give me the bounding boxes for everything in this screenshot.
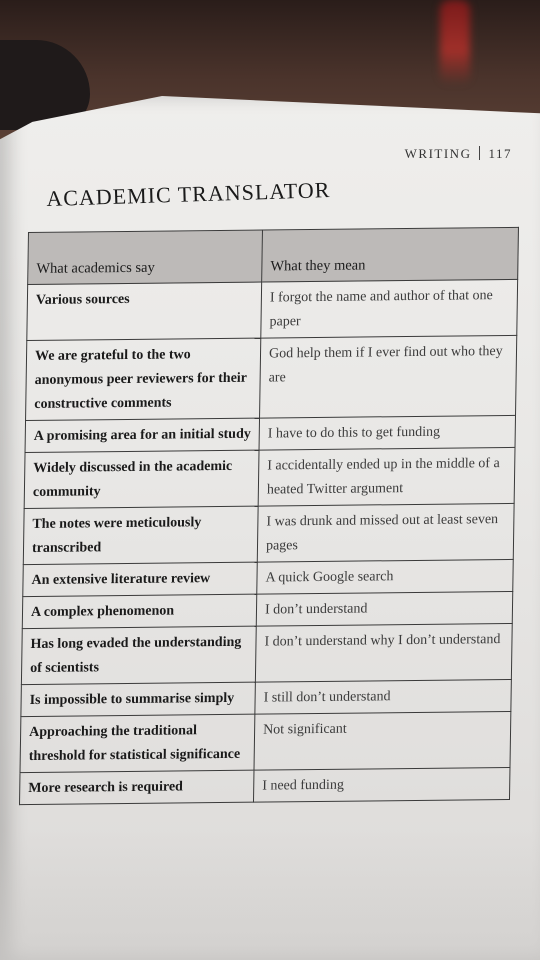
academic-phrase: Approaching the traditional threshold for statistical significance [20, 714, 255, 772]
academic-phrase: A complex phenomenon [22, 594, 256, 628]
academic-phrase: Has long evaded the understanding of scientists [21, 626, 256, 684]
header-what-they-mean: What they mean [262, 227, 519, 282]
background-red-object [440, 0, 470, 85]
academic-phrase: A promising area for an initial study [25, 418, 259, 452]
table-row [24, 447, 515, 508]
table-row [23, 503, 514, 564]
table-row [21, 623, 512, 684]
table-row [26, 335, 517, 420]
page-bottom-shadow [0, 830, 540, 960]
translator-table [19, 227, 519, 805]
table-row [27, 279, 518, 340]
academic-phrase: An extensive literature review [23, 562, 257, 596]
table-row [20, 711, 511, 772]
running-head [405, 146, 512, 162]
translation: A quick Google search [257, 559, 513, 594]
translation: God help them if I ever find out who they are [260, 335, 517, 418]
academic-phrase: The notes were meticulously transcribed [23, 506, 258, 564]
translation: I still don’t understand [255, 679, 511, 714]
translation: I have to do this to get funding [259, 415, 515, 450]
table-row [22, 591, 512, 628]
academic-phrase: Various sources [27, 282, 262, 340]
academic-phrase: We are grateful to the two anonymous peer reviewers for their constructive comments [26, 338, 261, 420]
academic-phrase: Is impossible to summarise simply [21, 682, 255, 716]
translator-table-wrap [19, 227, 518, 805]
page-number: 117 [488, 146, 512, 161]
table-row [20, 767, 510, 804]
running-head-section: WRITING [404, 146, 472, 161]
table-row [23, 559, 513, 596]
translation: I accidentally ended up in the middle of a heated Twitter argument [258, 447, 515, 506]
translation: I forgot the name and author of that one paper [261, 279, 518, 338]
academic-phrase: Widely discussed in the academic community [24, 450, 259, 508]
translation: I need funding [253, 767, 509, 802]
table-row [25, 415, 515, 452]
table-row [21, 679, 511, 716]
translation: I was drunk and missed out at least seven pages [257, 503, 514, 562]
page-title: ACADEMIC TRANSLATOR [46, 177, 331, 211]
translation: Not significant [254, 711, 511, 770]
table-header-row [28, 227, 519, 284]
running-head-separator [479, 146, 480, 160]
header-what-academics-say: What academics say [28, 230, 263, 284]
translation: I don’t understand [256, 591, 512, 626]
academic-phrase: More research is required [20, 770, 254, 804]
translation: I don’t understand why I don’t understand [255, 623, 512, 682]
